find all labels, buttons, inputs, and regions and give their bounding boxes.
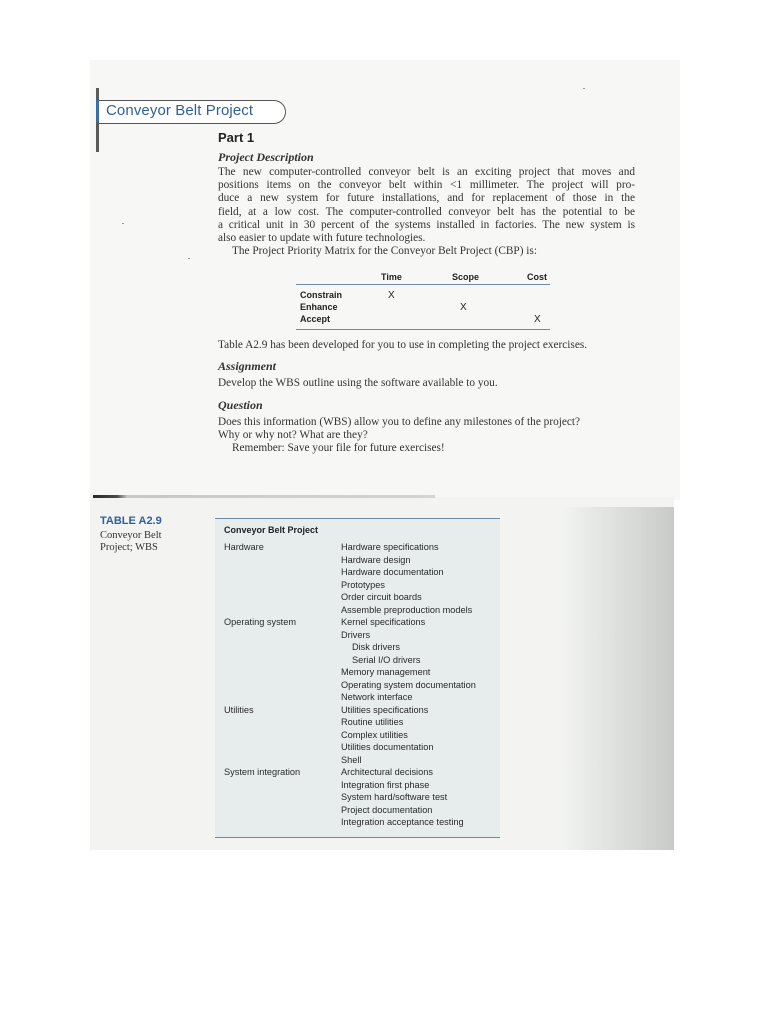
matrix-row-enhance: Enhance (300, 302, 338, 312)
description-line: positions items on the conveyor belt within <1 millimeter. The project will pro- (218, 179, 635, 192)
wbs-group-label: Utilities (224, 704, 254, 715)
wbs-item: Shell (341, 754, 362, 765)
matrix-col-scope: Scope (452, 272, 480, 282)
wbs-item: Drivers (341, 629, 371, 640)
wbs-item: Project documentation (341, 804, 433, 815)
table-note: Table A2.9 has been developed for you to use in completing the project exercises. (218, 339, 588, 351)
wbs-rule-bottom (215, 837, 500, 838)
matrix-row-accept: Accept (300, 314, 331, 324)
wbs-item: Utilities documentation (341, 742, 434, 752)
wbs-group-label: Operating system (224, 617, 296, 627)
question-line: Why or why not? What are they? (218, 429, 368, 442)
matrix-mark: X (388, 290, 395, 301)
wbs-item: Routine utilities (341, 717, 404, 727)
wbs-item: Hardware specifications (341, 542, 439, 552)
description-line: a critical unit in 30 percent of the systems installed in factories. The new system is (218, 218, 635, 231)
wbs-table-header: Conveyor Belt Project (224, 525, 319, 535)
description-line: The new computer-controlled conveyor belt is an exciting project that moves and (218, 166, 635, 178)
wbs-rule-top (215, 518, 500, 519)
matrix-row-constrain: Constrain (300, 290, 343, 300)
question-line: Does this information (WBS) allow you to define any milestones of the project? (218, 416, 581, 428)
part-title: Part 1 (218, 130, 255, 145)
description-paragraph (218, 166, 635, 258)
speck (188, 258, 190, 259)
question-paragraph (218, 416, 580, 456)
matrix-mark: X (460, 302, 467, 313)
matrix-mark: X (534, 314, 541, 325)
page-shadow (560, 507, 674, 850)
wbs-item: Memory management (341, 667, 431, 677)
wbs-item: Serial I/O drivers (352, 654, 421, 665)
project-title: Conveyor Belt Project (106, 102, 254, 119)
wbs-item: Integration first phase (341, 779, 430, 790)
table-caption (100, 530, 162, 554)
description-line: also easier to update with future technologies. (218, 232, 426, 245)
wbs-item: Operating system documentation (341, 679, 476, 690)
header-accent-bar (96, 100, 99, 122)
speck (122, 223, 124, 224)
question-heading: Question (218, 398, 263, 412)
table-label: TABLE A2.9 (100, 515, 162, 527)
wbs-item: Kernel specifications (341, 617, 426, 627)
assignment-heading: Assignment (218, 359, 277, 373)
wbs-item: Hardware design (341, 554, 411, 565)
table-caption-line: Conveyor Belt (100, 530, 162, 541)
wbs-item: Hardware documentation (341, 567, 444, 577)
description-heading: Project Description (218, 150, 314, 164)
matrix-rule-bottom (296, 329, 550, 330)
description-line: duce a new system for future installations, and for replacement of those in the (218, 192, 635, 205)
wbs-group-label: System integration (224, 767, 301, 777)
wbs-group-label: Hardware (224, 542, 264, 552)
section-divider (93, 495, 435, 498)
matrix-intro: The Project Priority Matrix for the Conveyor Belt Project (CBP) is: (232, 245, 537, 258)
question-reminder: Remember: Save your file for future exercises! (232, 442, 445, 455)
wbs-item: System hard/software test (341, 792, 448, 802)
matrix-col-cost: Cost (527, 272, 547, 282)
wbs-item: Utilities specifications (341, 704, 429, 715)
wbs-item: Integration acceptance testing (341, 817, 464, 827)
matrix-col-time: Time (381, 272, 402, 282)
speck (583, 88, 585, 89)
wbs-item: Prototypes (341, 579, 385, 590)
assignment-text: Develop the WBS outline using the software available to you. (218, 377, 498, 389)
wbs-item: Disk drivers (352, 642, 400, 652)
wbs-item: Assemble preproduction models (341, 604, 473, 615)
table-caption-line: Project; WBS (100, 542, 158, 553)
wbs-item: Order circuit boards (341, 592, 422, 602)
description-line: field, at a low cost. The computer-controlled conveyor belt has the potential to be (218, 205, 635, 218)
wbs-item: Network interface (341, 692, 413, 702)
matrix-rule-top (296, 284, 550, 285)
wbs-item: Complex utilities (341, 729, 408, 740)
wbs-item: Architectural decisions (341, 767, 433, 777)
